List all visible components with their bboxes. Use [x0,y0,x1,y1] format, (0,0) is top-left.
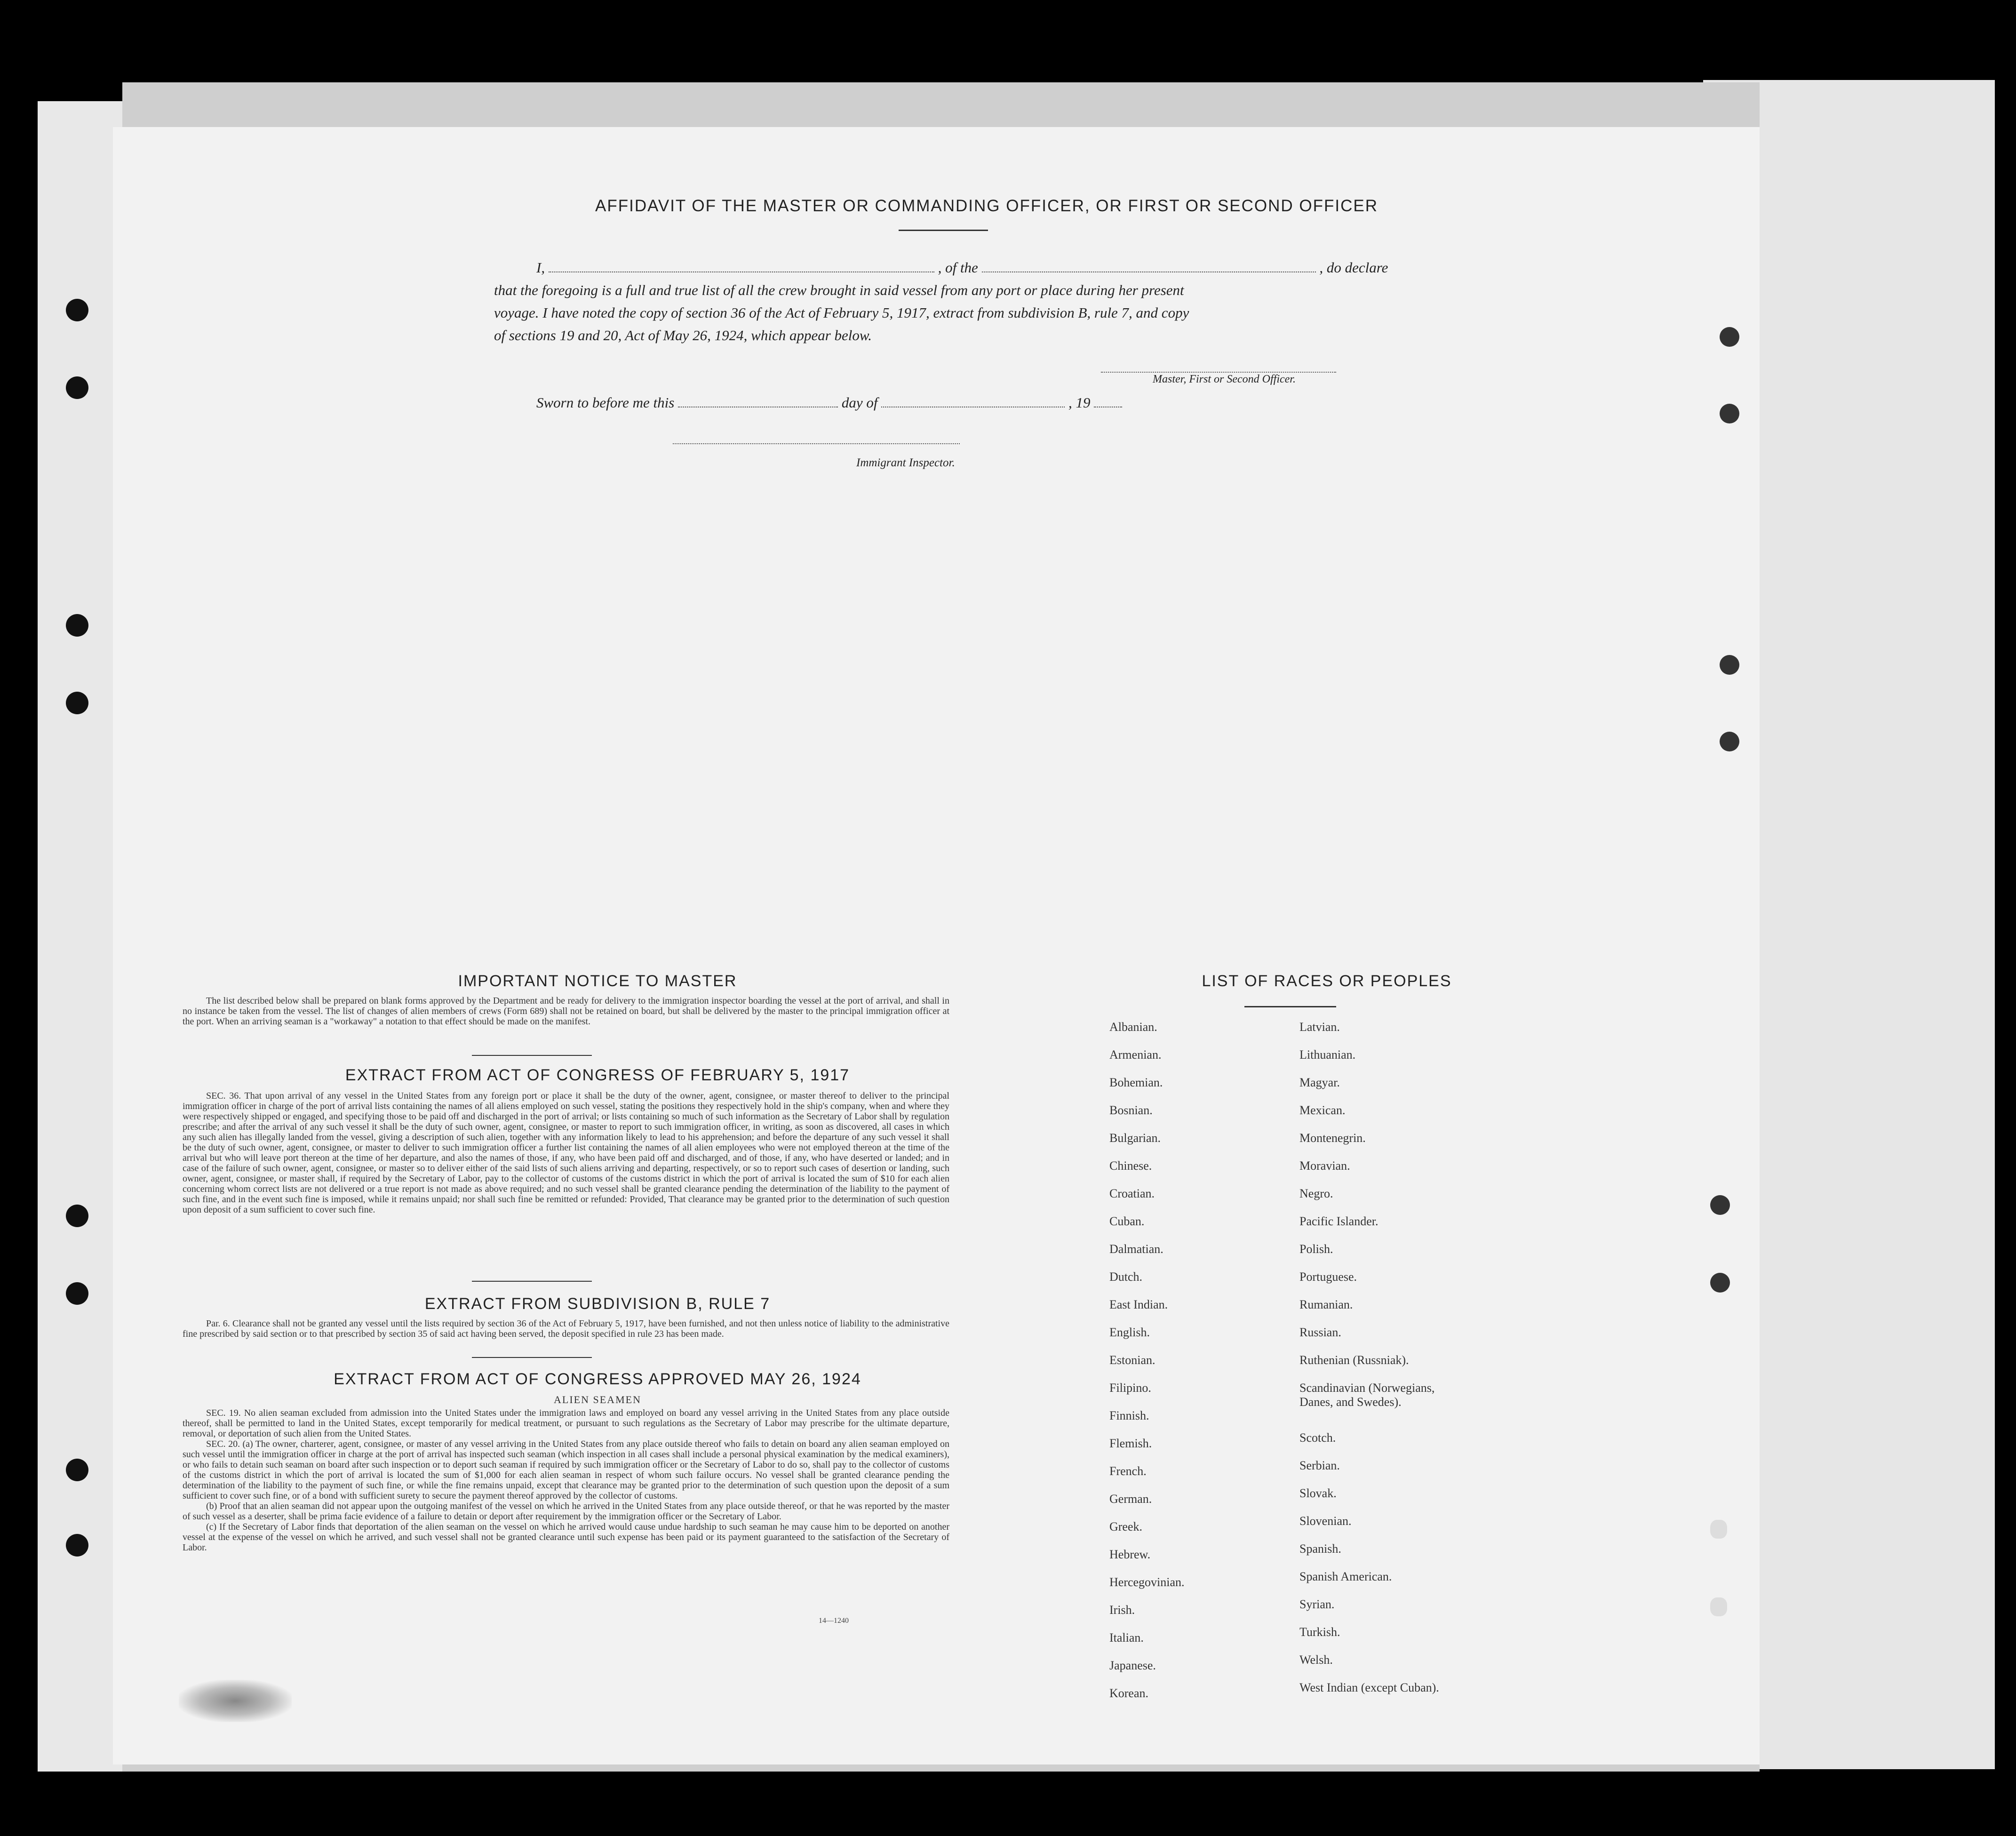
race-item: Hebrew. [1109,1548,1151,1561]
inspector-signature-label: Immigrant Inspector. [856,456,955,469]
binder-hole [66,692,88,714]
race-item: Latvian. [1299,1020,1340,1034]
binder-hole [66,376,88,399]
sec20b-text: (b) Proof that an alien seaman did not appear upon the outgoing manifest of the vessel on which he arrived in the United States from any place outside thereof, or that he was reported by the master of such vessel as a deserter, shall be prima facie evidence of a failure to detain or deport after requirement by the immigration officer or the Secretary of Labor. [183,1501,949,1522]
of-the-text: , of the [938,259,978,276]
day-of-text: day of [841,394,878,411]
race-item: Korean. [1109,1686,1149,1700]
race-item: Scotch. [1299,1431,1336,1445]
year-text: , 19 [1068,394,1091,411]
race-item: Croatian. [1109,1187,1155,1200]
punch-hole [1710,1597,1727,1616]
race-item: Finnish. [1109,1409,1149,1422]
race-item: Italian. [1109,1631,1144,1644]
affidavit-line3: voyage. I have noted the copy of section 36 of the Act of February 5, 1917, extract from subdivision B, rule 7, and copy [494,304,1189,321]
race-item: Welsh. [1299,1653,1333,1667]
race-item: Pacific Islander. [1299,1214,1379,1228]
rule7-body: Par. 6. Clearance shall not be granted any vessel until the lists required by section 36 of the Act of February 5, 1917, have been furnished, and not then unless notice of liability to the administrative fine prescribed by said section or to that prescribed by section 35 of said act having been served, the deposit specified in rule 23 has been made. [183,1318,949,1339]
race-item: French. [1109,1464,1147,1478]
notice-title: IMPORTANT NOTICE TO MASTER [458,972,737,990]
title-rule [899,230,988,231]
race-item: Japanese. [1109,1659,1156,1672]
affidavit-line4: of sections 19 and 20, Act of May 26, 1924, which appear below. [494,327,872,343]
race-item: Chinese. [1109,1159,1152,1173]
sworn-year-field[interactable] [1094,394,1122,407]
affidavit-title: AFFIDAVIT OF THE MASTER OR COMMANDING OFFICER, OR FIRST OR SECOND OFFICER [595,197,1379,215]
race-item: Serbian. [1299,1459,1340,1472]
race-item: Dutch. [1109,1270,1143,1284]
ink-smudge [179,1680,292,1722]
alien-seamen-subtitle: ALIEN SEAMEN [554,1394,641,1405]
punch-hole [1710,1273,1730,1293]
binder-hole [66,1459,88,1481]
sworn-month-field[interactable] [881,394,1065,407]
binder-hole [66,299,88,321]
races-title: LIST OF RACES OR PEOPLES [1202,972,1452,990]
affidavit-line2: that the foregoing is a full and true list of all the crew brought in said vessel from any port or place during her present [494,282,1184,298]
declare-text: , do declare [1319,259,1388,276]
extract-1924-body [183,1408,949,1553]
race-item: Spanish American. [1299,1570,1392,1583]
race-item: Scandinavian (Norwegians, Danes, and Swedes). [1299,1381,1435,1409]
sworn-text: Sworn to before me this [536,394,675,411]
race-item: West Indian (except Cuban). [1299,1681,1439,1694]
sec19-text: SEC. 19. No alien seaman excluded from admission into the United States under the immigration laws and employed on board any vessel arriving in the United States from any place outside thereof, shall be permitted to land in the United States, except temporarily for medical treatment, or pursuant to such regulations as the Secretary of Labor may prescribe for the ultimate departure, removal, or deportation of such alien from the United States. [183,1408,949,1439]
race-item: Magyar. [1299,1076,1340,1089]
races-column-2 [1299,1020,1455,1708]
races-title-rule [1244,1006,1336,1007]
race-item: Armenian. [1109,1048,1162,1062]
race-item: Cuban. [1109,1214,1145,1228]
race-item: Spanish. [1299,1542,1341,1556]
vessel-name-field[interactable] [982,259,1316,272]
punch-hole [1720,327,1739,347]
race-item: Bohemian. [1109,1076,1163,1089]
race-item: Turkish. [1299,1625,1340,1639]
affidavit-statement [494,256,1402,347]
extract-1924-title: EXTRACT FROM ACT OF CONGRESS APPROVED MAY 26, 1924 [334,1370,861,1388]
sec20a-text: SEC. 20. (a) The owner, charterer, agent, consignee, or master of any vessel arriving in the United States from any place outside thereof who fails to detain on board any alien seaman employed on such vessel until the immigration officer in charge at the port of arrival has inspected such seaman (which inspection in all cases shall include a personal physical examination by the medical examiners), or who fails to detain such seaman on board after such inspection or to deport such seaman if required by such immigration officer or the Secretary of Labor to do so, shall pay to the collector of customs of the customs district in which the port of arrival is located the sum of $1,000 for each alien seaman in respect of whom such failure occurs. No vessel shall be granted clearance pending the determination of the liability to the payment of such fine, or while the fine remains unpaid, except that clearance may be granted prior to the determination of such question upon the deposit of a sum sufficient to cover such fine, or of a bond with sufficient surety to secure the payment thereof approved by the collector of customs. [183,1439,949,1501]
punch-hole [1710,1520,1727,1539]
rule7-title: EXTRACT FROM SUBDIVISION B, RULE 7 [424,1295,771,1313]
section-rule [472,1055,592,1056]
race-item: Hercegovinian. [1109,1575,1185,1589]
sworn-day-field[interactable] [678,394,838,407]
race-item: Bosnian. [1109,1103,1153,1117]
inspector-signature-field[interactable] [673,443,960,444]
master-signature-label: Master, First or Second Officer. [1153,373,1296,385]
punch-hole [1720,732,1739,751]
extract-1917-title: EXTRACT FROM ACT OF CONGRESS OF FEBRUARY 5, 1917 [345,1066,850,1084]
race-item: Moravian. [1299,1159,1350,1173]
race-item: German. [1109,1492,1152,1506]
race-item: Albanian. [1109,1020,1157,1034]
race-item: Filipino. [1109,1381,1151,1395]
race-item: Polish. [1299,1242,1333,1256]
race-item: Slovenian. [1299,1514,1352,1528]
race-item: East Indian. [1109,1298,1168,1311]
race-item: Slovak. [1299,1486,1337,1500]
race-item: Mexican. [1299,1103,1346,1117]
notice-body: The list described below shall be prepared on blank forms approved by the Department and be ready for delivery to the immigration inspector boarding the vessel at the port of arrival, and shall in no instance be taken from the vessel. The list of changes of alien members of crews (Form 689) shall not be retained on board, but shall be delivered by the master to the principal immigration officer at the port. When an arriving seaman is a "workaway" a notation to that effect should be made on the manifest. [183,996,949,1027]
sec20c-text: (c) If the Secretary of Labor finds that deportation of the alien seaman on the vessel on which he arrived would cause undue hardship to such seaman he may cause him to be deported on another vessel at the expense of the vessel on which he arrived, and such vessel shall not be granted clearance until such expense has been paid or its payment guaranteed to the satisfaction of the Secretary of Labor. [183,1522,949,1553]
race-item: Montenegrin. [1299,1131,1366,1145]
declarant-prefix: I, [536,259,545,276]
extract-1917-body: SEC. 36. That upon arrival of any vessel in the United States from any foreign port or place it shall be the duty of the owner, agent, consignee, or master thereof to deliver to the principal immigration officer in charge of the port of arrival lists containing the names of all aliens employed on such vessel, stating the positions they respectively hold in the ship's company, when and where they were respectively shipped or engaged, and specifying those to be paid off and discharged in the port of arrival; or lists containing so much of such information as the Secretary of Labor shall by regulation prescribe; and after the arrival of any such vessel it shall be the duty of such owner, agent, consignee, or master to report to such immigration officer, in writing, as soon as discovered, all cases in which any such alien has illegally landed from the vessel, giving a description of such alien, together with any information likely to lead to his apprehension; and before the departure of any such vessel it shall be the duty of such owner, agent, consignee, or master to deliver to such immigration officer a further list containing the names of all alien employees who were not employed thereon at the time of the arrival but who will leave port thereon at the time of her departure, and also the names of those, if any, who have been paid off and discharged, and of those, if any, who have deserted or landed; and in case of the failure of such owner, agent, consignee, or master so to deliver either of the said lists of such aliens arriving and departing, respectively, or so to report such cases of desertion or landing, such owner, agent, consignee, or master shall, if required by the Secretary of Labor, pay to the collector of customs of the customs district in which the port of arrival is located the sum of $10 for each alien concerning whom correct lists are not delivered or a true report is not made as above required; and no such vessel shall be granted clearance pending the determination of the liability to the payment of such fine, and in the event such fine is imposed, while it remains unpaid; nor shall such fine be remitted or refunded: Provided, That clearance may be granted prior to the determination of such question upon deposit of a sum sufficient to cover such fine. [183,1091,949,1215]
race-item: Bulgarian. [1109,1131,1161,1145]
race-item: Greek. [1109,1520,1143,1533]
punch-hole [1720,655,1739,675]
race-item: Estonian. [1109,1353,1155,1367]
sworn-line [536,391,1122,414]
race-item: Portuguese. [1299,1270,1357,1284]
race-item: Russian. [1299,1325,1341,1339]
race-item: Lithuanian. [1299,1048,1356,1062]
race-item: Negro. [1299,1187,1333,1200]
binder-hole [66,1534,88,1557]
section-rule [472,1281,592,1282]
punch-hole [1720,404,1739,423]
punch-hole [1710,1195,1730,1215]
race-item: Syrian. [1299,1597,1335,1611]
race-item: Dalmatian. [1109,1242,1163,1256]
binder-hole [66,1282,88,1305]
declarant-name-field[interactable] [549,259,934,272]
races-column-1 [1109,1020,1185,1714]
binder-hole [66,1205,88,1227]
manifest-page [113,127,1760,1764]
binder-hole [66,614,88,637]
race-item: Rumanian. [1299,1298,1353,1311]
race-item: Ruthenian (Russniak). [1299,1353,1409,1367]
section-rule [472,1357,592,1358]
race-item: English. [1109,1325,1150,1339]
race-item: Irish. [1109,1603,1135,1617]
form-number: 14—1240 [819,1617,849,1625]
race-item: Flemish. [1109,1437,1152,1450]
